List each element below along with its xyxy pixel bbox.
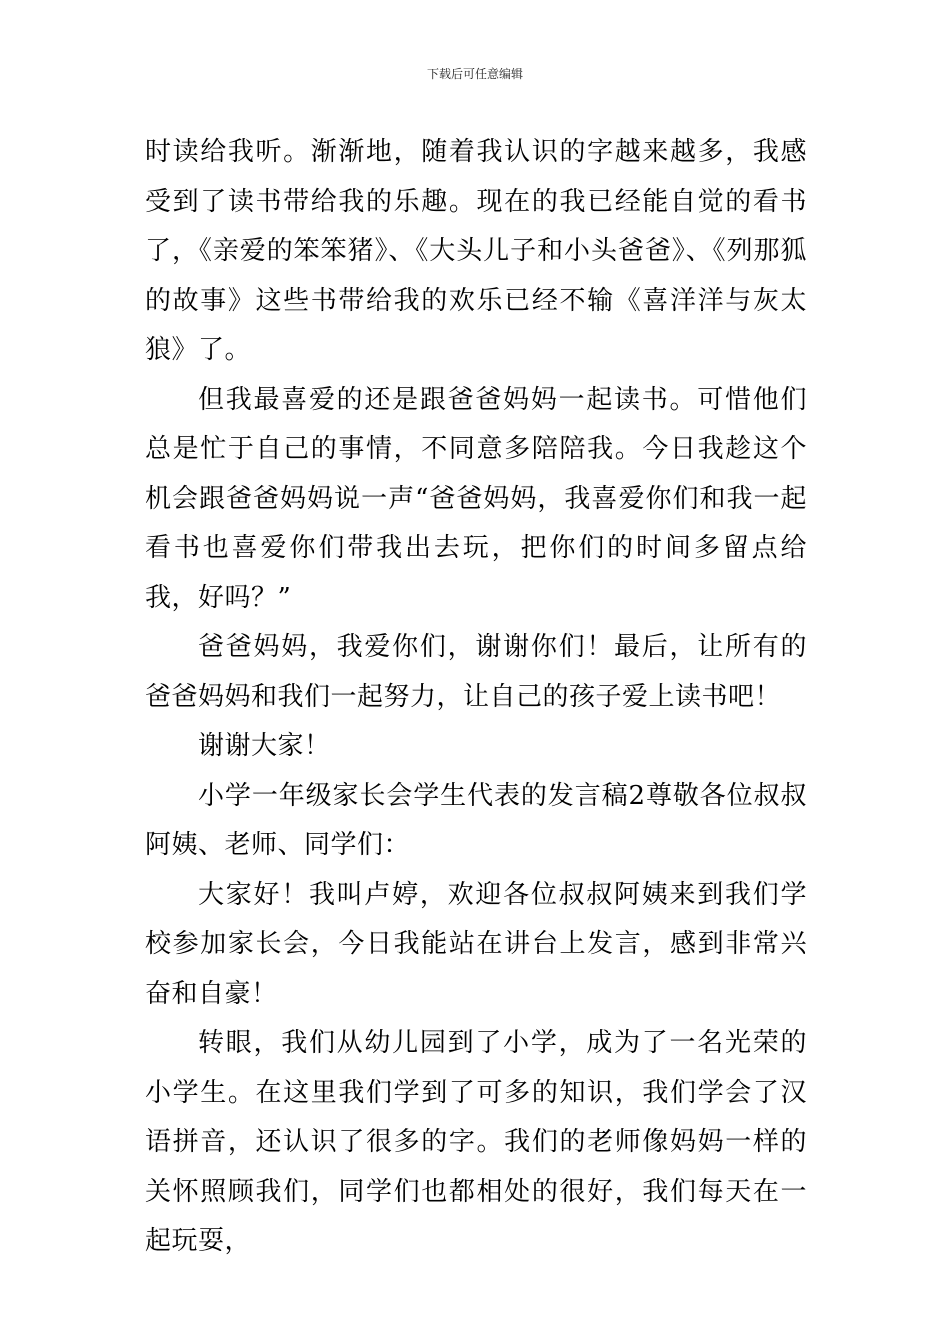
paragraph: 但我最喜爱的还是跟爸爸妈妈一起读书。可惜他们总是忙于自己的事情，不同意多陪陪我。今日我趁这个机会跟爸爸妈妈说一声“爸爸妈妈，我喜爱你们和我一起看书也喜爱你们带我出去玩，把你们的时间多留点给我，好吗？” [145,384,807,613]
paragraph: 大家好！我叫卢婷，欢迎各位叔叔阿姨来到我们学校参加家长会，今日我能站在讲台上发言，感到非常兴奋和自豪！ [145,879,807,1009]
paragraph: 时读给我听。渐渐地，随着我认识的字越来越多，我感受到了读书带给我的乐趣。现在的我已经能自觉的看书了，《亲爱的笨笨猪》、《大头儿子和小头爸爸》、《列那狐的故事》这些书带给我的欢乐已经不输《喜洋洋与灰太狼》了。 [145,137,807,365]
paragraph: 小学一年级家长会学生代表的发言稿2尊敬各位叔叔阿姨、老师、同学们： [145,780,807,860]
paragraph: 爸爸妈妈，我爱你们，谢谢你们！最后，让所有的爸爸妈妈和我们一起努力，让自己的孩子爱上读书吧！ [145,632,807,712]
paragraph: 谢谢大家！ [198,731,331,761]
document-body [145,128,807,1267]
paragraph: 转眼，我们从幼儿园到了小学，成为了一名光荣的小学生。在这里我们学到了可多的知识，我们学会了汉语拼音，还认识了很多的字。我们的老师像妈妈一样的关怀照顾我们，同学们也都相处的很好，我们每天在一起玩耍， [145,1028,807,1256]
page-header: 下载后可任意编辑 [426,67,523,81]
